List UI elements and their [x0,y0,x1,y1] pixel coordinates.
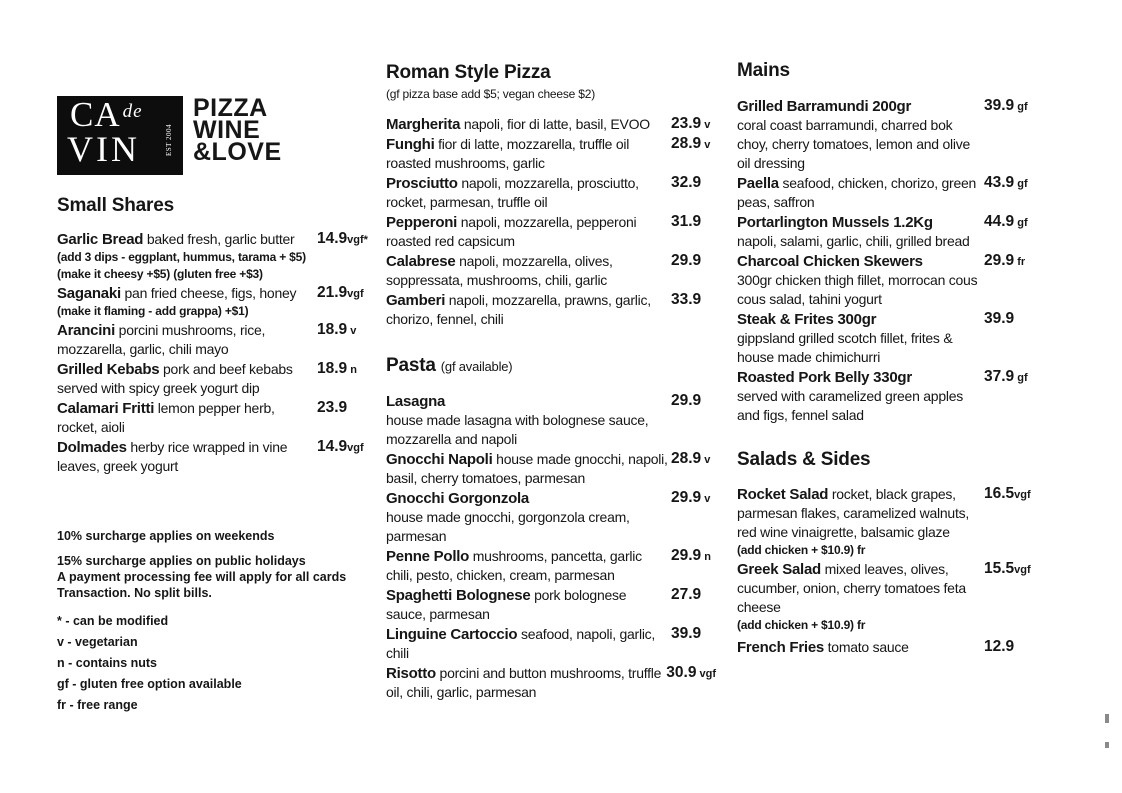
item-desc: lemon pepper herb, rocket, aioli [57,400,275,435]
item-price: 28.9 v [671,135,711,152]
dietary-tag: n [347,364,357,376]
item-name: Charcoal Chicken Skewers [737,253,923,270]
section-title-small-shares: Small Shares [57,195,174,216]
item-price: 29.9 n [671,547,711,564]
pasta-list [386,392,716,702]
item-name: Lasagna [386,393,446,410]
item-desc: house made lasagna with bolognese sauce, mozzarella and napoli [386,412,649,447]
item-price: 28.9 v [671,450,711,467]
menu-item-penne-pollo [386,547,716,585]
scan-artifact [1105,742,1109,748]
item-name: Spaghetti Bolognese [386,587,531,604]
item-name: Arancini [57,322,116,339]
item-desc: seafood, napoli, garlic, chili [386,626,656,661]
item-name: Rocket Salad [737,486,829,503]
menu-item-pepperoni [386,213,716,251]
menu-item-roasted-pork-belly [737,368,1042,425]
scan-artifact [1105,714,1109,723]
item-price: 29.9 [671,392,702,409]
pizza-subtitle: (gf pizza base add $5; vegan cheese $2) [386,87,596,101]
menu-item-calamari-fritti [57,399,373,437]
item-desc: house made gnocchi, gorgonzola cream, parmesan [386,509,630,544]
menu-item-greek-salad [737,560,1042,634]
section-title-pasta: Pasta (gf available) [386,355,513,376]
item-name: Margherita [386,116,461,133]
item-desc: house made gnocchi, napoli, basil, cherry tomatoes, parmesan [386,451,668,486]
menu-item-french-fries [737,638,1042,657]
menu-item-prosciutto [386,174,716,212]
item-desc: napoli, mozzarella, prosciutto, rocket, parmesan, truffle oil [386,175,639,210]
item-name: Gamberi [386,292,446,309]
dietary-tag: v [347,325,357,337]
surcharge-note: 10% surcharge applies on weekends [57,529,275,543]
item-desc: fior di latte, mozzarella, truffle oil roasted mushrooms, garlic [386,136,630,171]
item-price: 33.9 [671,291,702,308]
menu-item-paella [737,174,1042,212]
item-price: 39.9 [984,310,1015,327]
item-name: Calamari Fritti [57,400,155,417]
item-desc: napoli, salami, garlic, chili, grilled bread [737,233,970,249]
item-name: Roasted Pork Belly 330gr [737,369,912,386]
logo-est-text: EST 2004 [164,123,173,157]
item-price: 12.9 [984,638,1015,655]
item-name: Steak & Frites 300gr [737,311,877,328]
item-desc: mushrooms, pancetta, garlic chili, pesto, chicken, cream, parmesan [386,548,642,583]
menu-item-funghi [386,135,716,173]
column-middle [386,62,716,703]
dietary-tag: fr [1014,256,1026,268]
item-desc: gippsland grilled scotch fillet, frites & house made chimichurri [737,330,953,365]
section-title-mains: Mains [737,60,790,81]
item-name: Funghi [386,136,435,153]
item-desc: napoli, mozzarella, pepperoni roasted red capsicum [386,214,637,249]
item-price: 29.9 [671,252,702,269]
item-desc: served with caramelized green apples and figs, fennel salad [737,388,964,423]
section-title-salads-sides: Salads & Sides [737,449,871,470]
item-name: Garlic Bread [57,231,144,248]
item-desc: porcini mushrooms, rice, mozzarella, garlic, chili mayo [57,322,266,357]
logo-text-vin: VIN [67,129,140,169]
item-price: 39.9 [671,625,702,642]
item-price: 23.9 [317,399,348,416]
dietary-tag: vgf* [347,234,368,246]
menu-item-risotto [386,664,716,702]
dietary-tag: vgf [696,668,716,680]
item-desc: 300gr chicken thigh fillet, morrocan cous cous salad, tahini yogurt [737,272,978,307]
logo-text-de: de [122,101,143,122]
item-desc: pork and beef kebabs served with spicy greek yogurt dip [57,361,293,396]
tagline-line: WINE [193,116,261,144]
item-desc: pork bolognese sauce, parmesan [386,587,627,622]
menu-item-steak-frites [737,310,1042,367]
dietary-tag: vgf [347,442,364,454]
item-price: 23.9 v [671,115,711,132]
logo-tagline [193,94,282,166]
restaurant-logo [57,96,373,175]
item-name: Grilled Kebabs [57,361,160,378]
item-price: 16.5vgf [984,485,1031,502]
item-desc: seafood, chicken, chorizo, green peas, saffron [737,175,977,210]
small-shares-list [57,230,373,476]
menu-item-lasagna [386,392,716,449]
dietary-tag: v [701,139,711,151]
item-price: 29.9 v [671,489,711,506]
item-price: 29.9 fr [984,252,1026,269]
item-desc: mixed leaves, olives, cucumber, onion, cherry tomatoes feta cheese [737,561,966,615]
legend-line: fr - free range [57,698,138,712]
menu-item-grilled-barramundi [737,97,1042,173]
dietary-tag: gf [1014,372,1028,384]
dietary-legend [57,613,359,713]
menu-item-gnocchi-napoli [386,450,716,488]
item-price: 44.9 gf [984,213,1028,230]
item-desc: napoli, mozzarella, prawns, garlic, chorizo, fennel, chili [386,292,651,327]
item-name: Grilled Barramundi 200gr [737,98,912,115]
payment-note: A payment processing fee will apply for all cards Transaction. No split bills. [57,570,347,600]
dietary-tag: v [701,493,711,505]
item-name: Gnocchi Gorgonzola [386,490,530,507]
item-desc: coral coast barramundi, charred bok choy, cherry tomatoes, lemon and olive oil dressing [737,117,971,171]
dietary-tag: gf [1014,178,1028,190]
item-name: Risotto [386,665,436,682]
menu-item-dolmades [57,438,373,476]
menu-item-portarlington-mussels [737,213,1042,251]
item-name: French Fries [737,639,825,656]
item-price: 32.9 [671,174,702,191]
dietary-tag: v [701,454,711,466]
item-name: Portarlington Mussels 1.2Kg [737,214,933,231]
fine-print [57,528,359,713]
dietary-tag: n [701,551,711,563]
menu-item-gamberi [386,291,716,329]
menu-item-charcoal-chicken-skewers [737,252,1042,309]
item-name: Calabrese [386,253,456,270]
item-price: 14.9vgf* [317,230,368,247]
item-note: (add chicken + $10.9) fr [737,543,866,557]
legend-line: * - can be modified [57,614,169,628]
menu-item-margherita [386,115,716,134]
dietary-tag: gf [1014,101,1028,113]
mains-list [737,97,1042,425]
legend-line: n - contains nuts [57,656,157,670]
item-price: 43.9 gf [984,174,1028,191]
item-price: 39.9 gf [984,97,1028,114]
logo-text-ca: CA $^{de}$ [70,95,143,134]
item-name: Linguine Cartoccio [386,626,518,643]
tagline-line: &LOVE [193,138,282,166]
menu-item-gnocchi-gorgonzola [386,489,716,546]
item-name: Paella [737,175,779,192]
item-desc: tomato sauce [824,639,909,655]
dietary-tag: gf [1014,217,1028,229]
salads-list [737,485,1042,657]
item-price: 21.9vgf [317,284,364,301]
item-price: 37.9 gf [984,368,1028,385]
tagline-line: PIZZA [193,94,268,122]
item-note: (make it cheesy +$5) (gluten free +$3) [57,267,263,281]
item-name: Prosciutto [386,175,458,192]
column-left [57,96,373,718]
item-desc: napoli, fior di latte, basil, EVOO [460,116,650,132]
item-price: 30.9 vgf [666,664,716,681]
item-name: Greek Salad [737,561,821,578]
legend-line: gf - gluten free option available [57,677,242,691]
item-desc: pan fried cheese, figs, honey [120,285,297,301]
legend-line: v - vegetarian [57,635,138,649]
item-name: Dolmades [57,439,127,456]
item-price: 27.9 [671,586,702,603]
dietary-tag: vgf [1014,489,1031,501]
item-price: 15.5vgf [984,560,1031,577]
item-desc: baked fresh, garlic butter [143,231,295,247]
item-name: Pepperoni [386,214,458,231]
surcharge-note: 15% surcharge applies on public holidays [57,554,306,568]
logo-mark [57,96,183,175]
item-price: 18.9 v [317,321,357,338]
menu-item-calabrese [386,252,716,290]
item-desc: rocket, black grapes, parmesan flakes, caramelized walnuts, red wine vinaigrette, balsamic glaze [737,486,969,540]
item-name: Penne Pollo [386,548,470,565]
dietary-tag: vgf [347,288,364,300]
item-note: (make it flaming - add grappa) +$1) [57,304,249,318]
menu-item-saganaki [57,284,373,320]
section-title-pizza: Roman Style Pizza [386,62,551,83]
menu-item-garlic-bread [57,230,373,283]
pizza-list [386,115,716,329]
menu-item-linguine-cartoccio [386,625,716,663]
pasta-subtitle: (gf available) [440,359,513,374]
item-desc: porcini and button mushrooms, truffle oil, chili, garlic, parmesan [386,665,662,700]
item-name: Gnocchi Napoli [386,451,493,468]
dietary-tag: v [701,119,711,131]
item-desc: napoli, mozzarella, olives, soppressata, mushrooms, chili, garlic [386,253,613,288]
column-right [737,60,1042,658]
menu-item-arancini [57,321,373,359]
item-note: (add 3 dips - eggplant, hummus, tarama + $5) [57,250,306,264]
item-price: 18.9 n [317,360,357,377]
menu-item-spaghetti-bolognese [386,586,716,624]
menu-item-grilled-kebabs [57,360,373,398]
menu-item-rocket-salad [737,485,1042,559]
dietary-tag: vgf [1014,564,1031,576]
item-desc: herby rice wrapped in vine leaves, greek yogurt [57,439,288,474]
item-note: (add chicken + $10.9) fr [737,618,866,632]
item-price: 31.9 [671,213,702,230]
item-name: Saganaki [57,285,121,302]
item-price: 14.9vgf [317,438,364,455]
